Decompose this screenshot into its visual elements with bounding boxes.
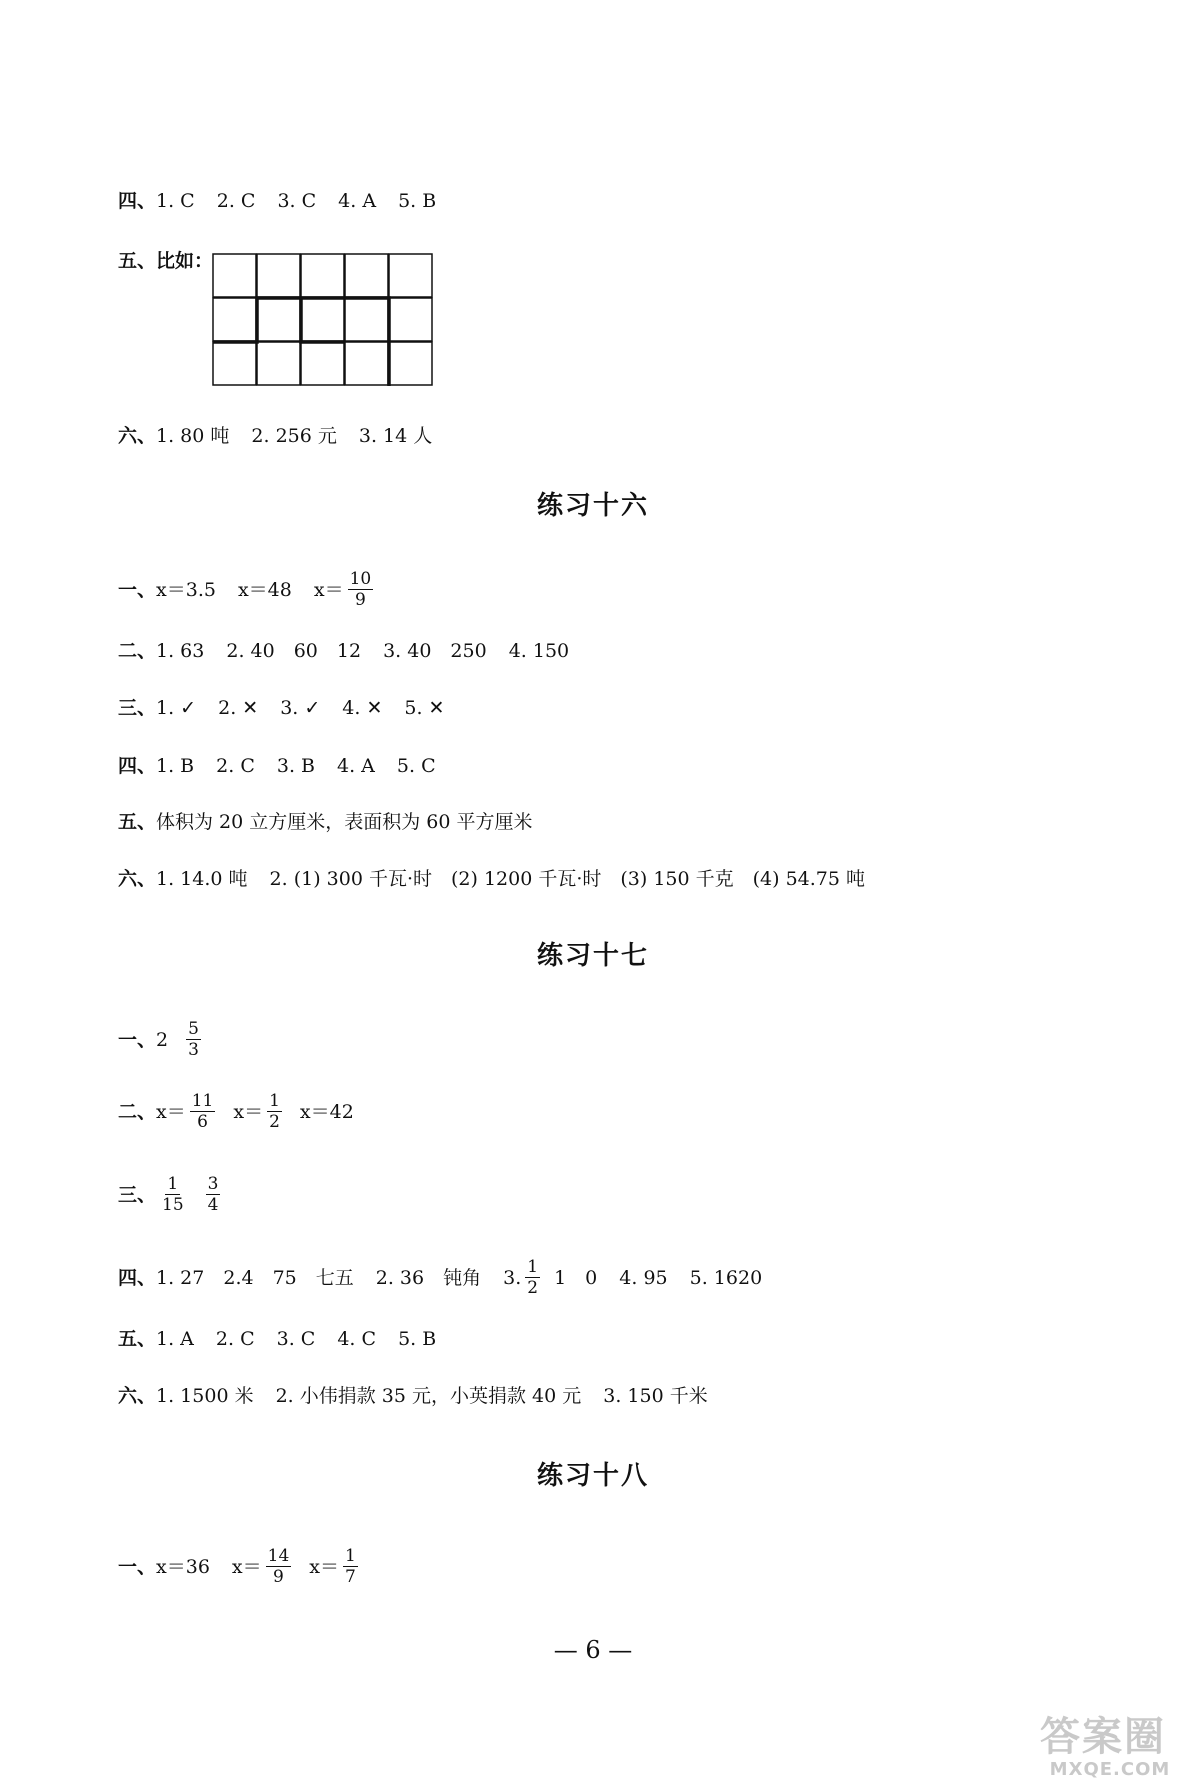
- answer-item: 3. B: [276, 755, 316, 777]
- watermark-url: MXQE.COM: [1049, 1759, 1171, 1780]
- answer-line-ex16-q1: [118, 570, 377, 609]
- answer-item: 5. 1620: [689, 1266, 763, 1289]
- question-label: 六、: [118, 425, 157, 447]
- grid-cell: [345, 342, 388, 385]
- answer-line-prev-q4: [118, 190, 436, 212]
- answer-item: 2. C: [215, 1328, 255, 1350]
- grid-cell: [257, 342, 300, 385]
- fraction: $\frac{1}{15}$: [162, 1174, 184, 1215]
- fraction: $\frac{14}{9}$: [267, 1546, 290, 1587]
- answer-line-ex17-q3: [118, 1175, 224, 1214]
- fraction: $\frac{3}{4}$: [207, 1174, 219, 1215]
- answer-item: 1. 27 2.4 75 七五: [156, 1266, 354, 1289]
- answer-item: 4. 95: [619, 1266, 668, 1289]
- grid-cell: [301, 342, 344, 385]
- answer-line-ex17-q2: [118, 1092, 354, 1131]
- question-label: 五、: [118, 811, 157, 833]
- grid-cell: [257, 254, 300, 297]
- answer-item: 1. B: [156, 755, 195, 777]
- question-label: 三、: [118, 697, 157, 719]
- answer-line-ex17-q5: [118, 1328, 436, 1350]
- question-label: 二、: [118, 1100, 157, 1123]
- answer-item: 4. A: [337, 755, 375, 777]
- answer-item: 体积为 20 立方厘米，表面积为 60 平方厘米: [156, 811, 533, 833]
- answer-item: 2. 36 钝角: [375, 1266, 482, 1289]
- answer-item: 2. 256 元: [251, 425, 337, 447]
- grid-cell: [213, 254, 256, 297]
- answer-item: 2. C: [216, 190, 256, 212]
- answer-item: x＝36: [156, 1555, 210, 1578]
- answer-item: x＝42: [299, 1100, 354, 1123]
- answer-item: 1 0: [554, 1266, 598, 1289]
- fraction: $\frac{5}{3}$: [188, 1019, 199, 1060]
- question-label: 五、比如：: [118, 250, 214, 272]
- question-label: 四、: [118, 190, 157, 212]
- answer-item: 3. ✓: [280, 697, 321, 719]
- answer-item: 2. C: [216, 755, 255, 777]
- answer-item: 2. 小伟捐款 35 元，小英捐款 40 元: [275, 1385, 582, 1407]
- question-label: 三、: [118, 1183, 157, 1206]
- answer-item: x＝3.5: [156, 578, 216, 601]
- answer-item: 4. ✕: [342, 697, 383, 719]
- answer-line-ex16-q4: [118, 755, 436, 777]
- answer-item: 3. 150 千米: [603, 1385, 708, 1407]
- section-title-ex16: 练习十六: [536, 491, 649, 521]
- answer-item: 3.: [503, 1266, 522, 1289]
- answer-line-ex17-q6: [118, 1385, 708, 1407]
- grid-cell: [301, 298, 344, 341]
- fraction: $\frac{1}{7}$: [345, 1546, 356, 1587]
- grid-cell: [389, 342, 432, 385]
- net-diagram-grid: [212, 253, 437, 388]
- question-label: 五、: [118, 1328, 157, 1350]
- grid-cell: [213, 342, 256, 385]
- grid-cell: [257, 298, 300, 341]
- answer-item: 1. 14.0 吨: [156, 868, 248, 890]
- answer-line-ex16-q6: [118, 868, 865, 890]
- fraction: $\frac{11}{6}$: [191, 1091, 214, 1132]
- question-label: 一、: [118, 1028, 157, 1051]
- answer-line-ex17-q4: [118, 1258, 762, 1297]
- answer-item: 1. A: [156, 1328, 194, 1350]
- answer-item: 4. C: [337, 1328, 377, 1350]
- answer-item: x＝: [233, 1100, 264, 1123]
- answer-item: 5. ✕: [404, 697, 445, 719]
- answer-item: 1. C: [156, 190, 195, 212]
- section-title-ex18: 练习十八: [536, 1461, 649, 1491]
- answer-item: 4. 150: [508, 640, 570, 662]
- grid-cell: [345, 254, 388, 297]
- section-title-ex17: 练习十七: [536, 941, 649, 971]
- fraction: $\frac{1}{2}$: [527, 1257, 539, 1298]
- question-label: 一、: [118, 1555, 157, 1578]
- grid-cell: [389, 298, 432, 341]
- answer-item: 3. C: [276, 1328, 316, 1350]
- grid-cell: [345, 298, 388, 341]
- fraction: $\frac{10}{9}$: [349, 569, 372, 610]
- answer-item: x＝: [309, 1555, 339, 1578]
- answer-line-ex16-q2: [118, 640, 569, 662]
- watermark-logo: [1040, 1715, 1180, 1787]
- answer-item: 3. 40 250: [383, 640, 487, 662]
- answer-item: 2. (1) 300 千瓦·时 (2) 1200 千瓦·时 (3) 150 千克 (4) 54.75 吨: [269, 868, 866, 890]
- answer-item: x＝: [313, 578, 344, 601]
- answer-item: 4. A: [338, 190, 377, 212]
- answer-line-ex16-q3: [118, 697, 444, 719]
- answer-item: 1. 63: [156, 640, 205, 662]
- answer-item: 2. 40 60 12: [226, 640, 362, 662]
- grid-cell: [213, 298, 256, 341]
- question-label: 四、: [118, 755, 157, 777]
- answer-item: 2: [156, 1028, 169, 1051]
- question-label: 四、: [118, 1266, 157, 1289]
- grid-cell: [389, 254, 432, 297]
- answer-line-prev-q5: [118, 250, 213, 272]
- answer-item: 1. 80 吨: [156, 425, 230, 447]
- answer-item: 1. ✓: [156, 697, 197, 719]
- answer-line-ex16-q5: [118, 811, 533, 833]
- answer-item: 3. C: [277, 190, 317, 212]
- answer-item: 5. B: [398, 1328, 437, 1350]
- answer-item: 1. 1500 米: [156, 1385, 254, 1407]
- answer-line-ex17-q1: [118, 1020, 205, 1059]
- question-label: 六、: [118, 1385, 157, 1407]
- answer-item: 2. ✕: [218, 697, 259, 719]
- question-label: 二、: [118, 640, 157, 662]
- answer-item: x＝48: [237, 578, 292, 601]
- answer-line-ex18-q1: [118, 1547, 362, 1586]
- question-label: 一、: [118, 578, 157, 601]
- fraction: $\frac{1}{2}$: [269, 1091, 280, 1132]
- answer-item: 5. B: [398, 190, 437, 212]
- grid-cell: [301, 254, 344, 297]
- answer-line-prev-q6: [118, 425, 432, 447]
- page-number: — 6 —: [553, 1636, 633, 1664]
- answer-item: x＝: [231, 1555, 262, 1578]
- watermark-text: 答案圈: [1040, 1714, 1166, 1760]
- answer-item: x＝: [156, 1100, 186, 1123]
- answer-item: 3. 14 人: [358, 425, 433, 447]
- question-label: 六、: [118, 868, 157, 890]
- answer-item: 5. C: [396, 755, 436, 777]
